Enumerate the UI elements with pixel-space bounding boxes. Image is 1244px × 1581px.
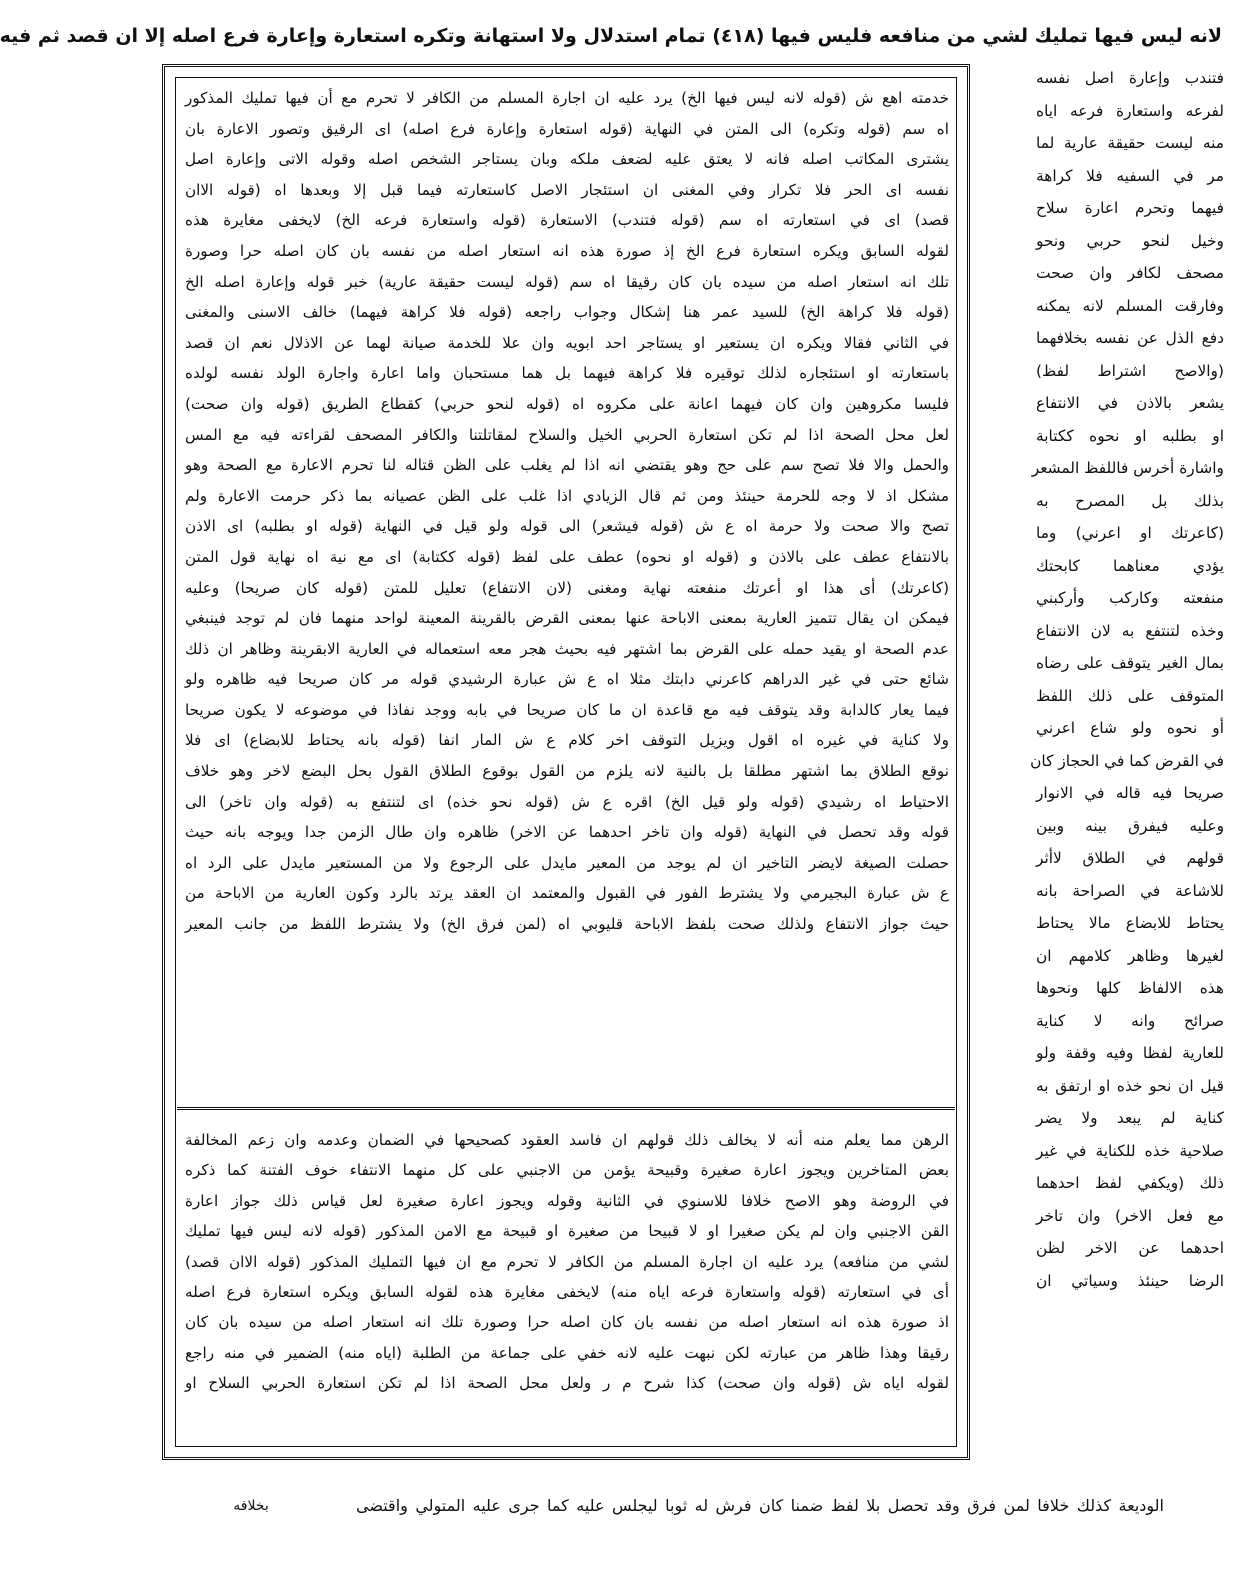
commentary-line: بالانتفاع عطف على بالاذن و (قوله او نحوه) عطف على لفظ (قوله ككتابة) اى مع نية اه نهاية قول المتن bbox=[185, 547, 949, 566]
commentary-line: عدم الصحة او يقيد حمله على القرض بما اشتهر فيه بحيث هجر معه استعماله في العارية الابقرينة وظاهر ان ذلك bbox=[185, 639, 949, 658]
commentary-line: في الثاني فقالا ويكره ان يستعير او يستاجر احد ابويه وان علا للخدمة صيانة لهما عن الاذلال نعم ان قصد bbox=[185, 333, 949, 352]
commentary-line: أى في استعارته (قوله واستعارة فرعه اياه منه) لايخفى مغايرة هذه لقوله السابق ويكره استعارة فرع اصله bbox=[185, 1283, 949, 1302]
commentary-line: قصد) اى في استعارته اه سم (قوله فتندب) الاستعارة (قوله واستعارة فرعه الخ) لايخفى مغايرة هذه bbox=[185, 211, 949, 230]
commentary-line: فيما يعار كالدابة وقد يتوقف فيه مع قاعدة ان ما كان صريحا في بابه ووجد نفاذا في موضوعه لا يكون صريحا bbox=[185, 700, 949, 719]
margin-text-line: الرضا حينئذ وسياتي ان bbox=[1036, 1271, 1224, 1290]
commentary-line: لقوله اياه ش (قوله وان صحت) كذا شرح م ر ولعل محل الصحة اذا لم تكن استعارة الحربي السلاح او bbox=[185, 1374, 949, 1393]
commentary-line: ع ش عبارة البجيرمي ولا يشترط الفور في القبول والمعتمد ان العقد يرتد بالرد وكون العارية من الاباحة من bbox=[185, 884, 949, 903]
margin-text-line: بذلك بل المصرح به bbox=[1036, 491, 1224, 510]
commentary-line: اه سم (قوله وتكره) الى المتن في النهاية (قوله استعارة وإعارة فرع اصله) اى الرقيق وتصور الاعارة بان bbox=[185, 119, 949, 138]
footer-text-line: الوديعة كذلك خلافا لمن فرق وقد تحصل بلا لفظ ضمنا كان فرش له ثوبا ليجلس عليه كما جرى عليه المتولي واقتضى bbox=[356, 1496, 1164, 1515]
commentary-line: رقيقا وهذا ظاهر من عبارته لكن نبهت عليه لانه خفي على جماعة من الطلبة (اياه منه) الضمير في منه راجع bbox=[185, 1343, 949, 1362]
commentary-line: نفسه اى الحر فلا تكرار وفي المغنى ان استئجار الاصل كاستعارته فيما قبل إلا وبعدها اه (قوله الاان bbox=[185, 180, 949, 199]
commentary-line: مشكل اذ لا وجه للحرمة حينئذ ومن ثم قال الزيادي اذا غلب على الظن عصيانه بما ذكر حرمت الاعارة ولم bbox=[185, 486, 949, 505]
margin-text-line: يحتاط للابضاع مالا يحتاط bbox=[1036, 914, 1224, 932]
margin-text-line: مر في السفيه فلا كراهة bbox=[1036, 166, 1224, 185]
margin-text-line: لغيرها وظاهر كلامهم ان bbox=[1036, 946, 1224, 965]
commentary-line: (كاعرتك) أى هذا او أعرتك منفعته نهاية ومغنى (لان الانتفاع) تعليل للمتن (قوله كان صريحا) وعليه bbox=[185, 578, 949, 597]
margin-text-line: ذلك (ويكفي لفظ احدهما bbox=[1036, 1174, 1224, 1192]
commentary-line: لقوله السابق ويكره استعارة فرع الخ إذ صورة هذه انه استعار اصله من نفسه بان كان اصله حرا وصورة bbox=[185, 241, 949, 260]
margin-text-line: دفع الذل عن نفسه بخلافهما bbox=[1036, 329, 1224, 347]
margin-text-line: احدهما عن الاخر لظن bbox=[1036, 1239, 1224, 1257]
margin-text-line: فيهما وتحرم اعارة سلاح bbox=[1036, 199, 1224, 217]
margin-text-line: مصحف لكافر وان صحت bbox=[1036, 264, 1224, 282]
page-number: (٤١٨) bbox=[712, 25, 765, 47]
commentary-line: نوقع الطلاق بما اشتهر مطلقا بل بالنية لانه يلزم من القول بوقوع الطلاق القول بحل البضع لاخر وهو خلاف bbox=[185, 762, 949, 781]
commentary-line: شائع حتى في غير الدراهم كاعرني دابتك مثلا اه ع ش عبارة الرشيدي قوله مر كان صريحا فيه ظاهره ولو bbox=[185, 670, 949, 689]
margin-matn-column bbox=[1030, 62, 1224, 1470]
margin-text-line: قولهم في الطلاق لاأثر bbox=[1036, 849, 1224, 867]
margin-text-line: المتوقف على ذلك اللفظ bbox=[1036, 686, 1224, 705]
commentary-frame bbox=[162, 64, 970, 1460]
margin-text-line: منه ليست حقيقة عارية لما bbox=[1036, 134, 1224, 152]
commentary-line: الاحتياط اه رشيدي (قوله ولو قيل الخ) اقره ع ش (قوله نحو خذه) اى لتنتفع به (قوله وان تاخر) الى bbox=[185, 792, 949, 811]
margin-text-line: وخيل لنحو حربي ونحو bbox=[1036, 231, 1224, 250]
margin-text-line: منفعته وكاركب وأركبني bbox=[1036, 589, 1224, 607]
margin-text-line: وفارقت المسلم لانه يمكنه bbox=[1036, 296, 1224, 315]
commentary-line: في الروضة وهو الاصح خلافا للاسنوي في الثانية وقوله ويجوز اعارة صغيرة لعل قياس ذلك جواز اعارة bbox=[185, 1191, 949, 1210]
lower-commentary bbox=[185, 1125, 949, 1443]
catchword: بخلافه bbox=[233, 1498, 269, 1514]
commentary-line: باستعارته او استئجاره لذلك توقيره فلا كراهة فيهما بل هما مستحبان واما اعارة واجارة الولد نفسه لولده bbox=[185, 364, 949, 383]
commentary-line: (قوله فلا كراهة الخ) للسيد عمر هنا إشكال وجواب راجعه (قوله فلا كراهة فيهما) خالف الاسنى والمغنى bbox=[185, 303, 949, 322]
margin-text-line: كناية لم يبعد ولا يضر bbox=[1036, 1109, 1224, 1127]
commentary-line: يشترى المكاتب اصله فانه لا يعتق عليه لضعف ملكه وبان يستاجر الشخص اصله وقوله الاتى وإعارة اصل bbox=[185, 150, 949, 169]
margin-text-line: او بطلبه او نحوه ككتابة bbox=[1036, 426, 1224, 445]
margin-text-line: لفرعه واستعارة فرعه اياه bbox=[1036, 101, 1224, 120]
commentary-line: لشي من منافعه) يرد عليه ان اجارة المسلم من الكافر لا تحرم مع ان فيها التمليك المذكور (قوله الاان قصد) bbox=[185, 1252, 949, 1271]
commentary-line: الرهن مما يعلم منه أنه لا يخالف ذلك قولهم ان فاسد العقود كصحيحها في الضمان وعدمه وان زعم المخالفة bbox=[185, 1131, 949, 1149]
commentary-line: فليسا مكروهين وان كان فيهما اعانة على مكروه اه (قوله لنحو حربي) كقطاع الطريق (قوله وان صحت) bbox=[185, 394, 949, 413]
running-head-title-left: لانه ليس فيها تمليك لشي من منافعه فليس فيها bbox=[771, 25, 1222, 47]
margin-text-line: بمال الغير يتوقف على رضاه bbox=[1036, 654, 1224, 672]
running-head bbox=[0, 14, 1222, 58]
commentary-line: تلك انه استعار اصله من سيده بان كان رقيقا اه سم (قوله ليست حقيقة عارية) خبر قوله وإعارة اصله الخ bbox=[185, 272, 949, 291]
commentary-line: والحمل والا فلا تصح سم على حج وهو يقتضي انه اذا لم يغلب على الظن قتاله لنا تحرم الاعارة مع الصحة وهو bbox=[185, 456, 949, 475]
margin-text-line: صريحا فيه قاله في الانوار bbox=[1036, 784, 1224, 802]
margin-text-line: واشارة أخرس فاللفظ المشعر bbox=[1031, 459, 1224, 477]
margin-text-line: يشعر بالاذن في الانتفاع bbox=[1036, 394, 1224, 412]
commentary-line: لعل محل الصحة اذا لم تكن استعارة الحربي الخيل والسلاح لمقاتلتنا والكافر المصحف لقراءته فيه مع المس bbox=[185, 425, 949, 444]
margin-text-line: وخذه لتنتفع به لان الانتفاع bbox=[1036, 621, 1224, 640]
commentary-line: حيث جواز الانتفاع ولذلك صحت بلفظ الاباحة قليوبي اه (لمن فرق الخ) ولا يشترط اللفظ من جانب المعير bbox=[185, 915, 949, 934]
commentary-line: حصلت الصيغة لايضر التاخير ان لم يوجد من المعير مايدل على الرجوع ولا من المستعير مايدل على الرد اه bbox=[185, 853, 949, 872]
margin-text-line: فتندب وإعارة اصل نفسه bbox=[1036, 69, 1224, 87]
commentary-line: قوله وقد تحصل في النهاية (قوله وان تاخر احدهما عن الاخر) ظاهره وان طال الزمن جدا ويوجه بانه حيث bbox=[185, 823, 949, 842]
margin-text-line: للعارية لفظا وفيه وقفة ولو bbox=[1036, 1044, 1224, 1062]
margin-text-line: في القرض كما في الحجاز كان bbox=[1030, 751, 1224, 770]
margin-text-line: مع فعل الاخر) وان تاخر bbox=[1036, 1206, 1224, 1225]
margin-text-line: وعليه فيفرق بينه وبين bbox=[1036, 816, 1224, 835]
margin-text-line: (والاصح اشتراط لفظ) bbox=[1036, 361, 1224, 380]
commentary-line: فيمكن ان يقال تتميز العارية بمعنى الاباحة عنها بمعنى القرض بالقرينة المعينة لواحد منهما فان لم توجد فينبغي bbox=[185, 609, 949, 628]
margin-text-line: (كاعرتك او اعرني) وما bbox=[1036, 524, 1224, 542]
commentary-line: تصح والا صحت ولا حرمة اه ع ش (قوله فيشعر) الى قوله ولو قيل في النهاية (قوله او بطلبه) اى الاذن bbox=[185, 517, 949, 536]
margin-text-line: أو نحوه ولو شاع اعرني bbox=[1036, 719, 1224, 737]
commentary-line: القن الاجنبي وان لم يكن صغيرا او لا قبيحا من صغيرة او قبيحة مع الامن المذكور (قوله لانه ليس فيها تمليك bbox=[185, 1222, 949, 1241]
margin-text-line: هذه الالفاظ كلها ونحوها bbox=[1036, 979, 1224, 997]
margin-text-line: للاشاعة في الصراحة بانه bbox=[1036, 881, 1224, 900]
margin-text-line: قيل ان نحو خذه او ارتفق به bbox=[1036, 1076, 1224, 1095]
commentary-line: خدمته اهع ش (قوله لانه ليس فيها الخ) يرد عليه ان اجارة المسلم من الكافر لا تحرم مع أن فيها تمليك المذكور bbox=[185, 89, 949, 107]
commentary-line: ولا كناية في غيره اه اقول ويزيل التوقف اخر كلام ع ش المار انفا (قوله بانه يحتاط للابضاع) اى فلا bbox=[185, 731, 949, 750]
commentary-line: اذ صورة هذه انه استعار اصله من نفسه بان كان اصله حرا وصورة تلك انه استعار اصله من سيده بان كان bbox=[185, 1313, 949, 1332]
margin-text-line: صرائح وانه لا كناية bbox=[1036, 1011, 1224, 1030]
commentary-line: بعض المتاخرين ويجوز اعارة صغيرة وقبيحة يؤمن من الاجنبي على كل منهما الانتفاء خوف الفتنة كما ذكره bbox=[185, 1161, 949, 1180]
upper-commentary bbox=[185, 83, 949, 1103]
margin-text-line: يؤدي معناهما كابحتك bbox=[1036, 556, 1224, 575]
margin-text-line: صلاحية خذه للكناية في غير bbox=[1036, 1141, 1224, 1160]
running-head-title-right: تمام استدلال ولا استهانة وتكره استعارة وإعارة فرع اصله إلا ان قصد ثم فيه bbox=[0, 25, 706, 47]
section-divider bbox=[177, 1107, 955, 1110]
